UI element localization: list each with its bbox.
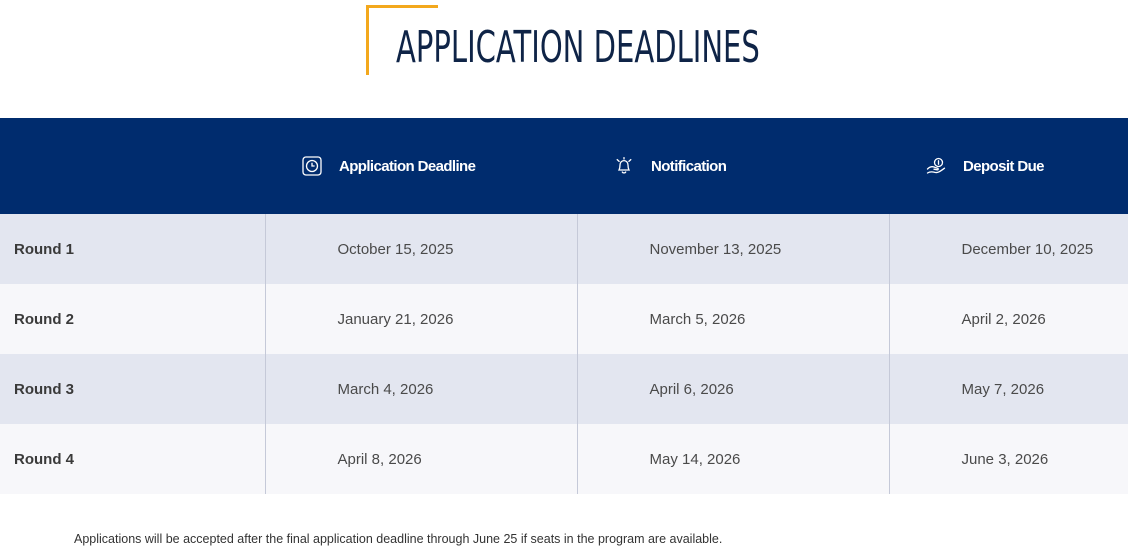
header-label-application-deadline: Application Deadline [339,157,476,175]
heading-accent-bracket-horizontal [366,5,438,8]
table-row [0,354,1128,424]
header-notification [577,118,889,214]
round-label: Round 3 [14,380,74,398]
notification-date: November 13, 2025 [577,214,889,284]
header-empty-cell [0,118,265,214]
footnote: Applications will be accepted after the final application deadline through June 25 if seats in the program are available. [74,532,723,546]
deposit-due-date: December 10, 2025 [889,214,1128,284]
table-row [0,424,1128,494]
alarm-bell-icon [613,155,635,177]
application-deadline-date: January 21, 2026 [265,284,577,354]
table-row [0,214,1128,284]
application-deadline-date: October 15, 2025 [265,214,577,284]
clock-icon [301,155,323,177]
page-title: APPLICATION DEADLINES [396,22,760,73]
round-label: Round 4 [14,450,74,468]
table-header [0,118,1128,214]
table-row [0,284,1128,354]
application-deadline-date: April 8, 2026 [265,424,577,494]
header-application-deadline [265,118,577,214]
round-label: Round 1 [14,240,74,258]
notification-date: April 6, 2026 [577,354,889,424]
hand-coin-icon [925,155,947,177]
deposit-due-date: April 2, 2026 [889,284,1128,354]
header-label-notification: Notification [651,157,727,175]
table-header-row [0,118,1128,214]
deposit-due-date: June 3, 2026 [889,424,1128,494]
deadlines-table [0,118,1128,494]
header-deposit-due [889,118,1128,214]
round-label: Round 2 [14,310,74,328]
application-deadline-date: March 4, 2026 [265,354,577,424]
table-body [0,214,1128,494]
notification-date: May 14, 2026 [577,424,889,494]
heading-accent-bracket-vertical [366,5,369,75]
deposit-due-date: May 7, 2026 [889,354,1128,424]
header-label-deposit-due: Deposit Due [963,157,1044,175]
notification-date: March 5, 2026 [577,284,889,354]
